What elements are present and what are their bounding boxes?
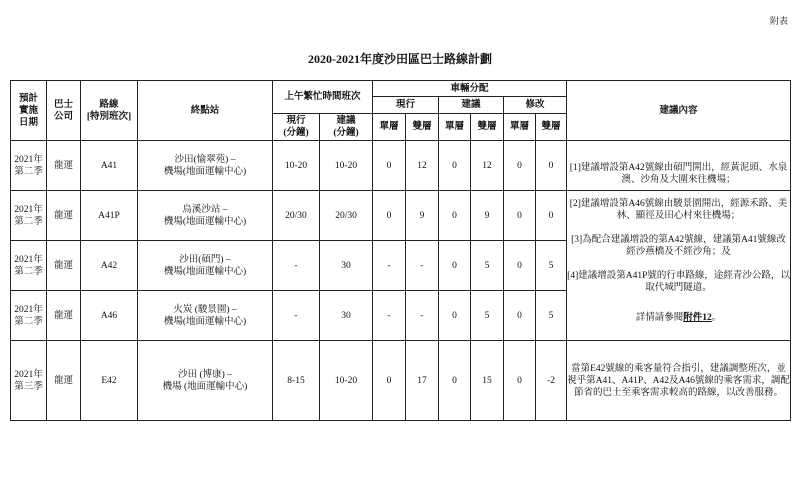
change-single-cell: 0 xyxy=(504,291,536,341)
freq-proposed-cell: 30 xyxy=(320,291,373,341)
change-single-cell: 0 xyxy=(504,191,536,241)
header-alloc-proposed: 建議 xyxy=(439,97,504,114)
table-row xyxy=(11,341,791,421)
route-cell: A46 xyxy=(81,291,138,341)
company-cell: 龍運 xyxy=(47,141,81,191)
proposed-single-cell: 0 xyxy=(439,191,471,241)
proposed-double-cell: 5 xyxy=(471,241,504,291)
terminus-cell: 烏溪沙站 – 機場(地面運輸中心) xyxy=(138,191,273,241)
content-cell xyxy=(567,191,791,341)
change-double-cell: 5 xyxy=(536,291,567,341)
proposed-double-cell: 9 xyxy=(471,191,504,241)
proposed-single-cell: 0 xyxy=(439,341,471,421)
route-cell: A41 xyxy=(81,141,138,191)
change-single-cell: 0 xyxy=(504,241,536,291)
company-cell: 龍運 xyxy=(47,241,81,291)
header-proposed-freq: 建議 (分鐘) xyxy=(320,114,373,141)
proposed-double-cell: 12 xyxy=(471,141,504,191)
company-cell: 龍運 xyxy=(47,291,81,341)
header-current-freq: 現行 (分鐘) xyxy=(273,114,320,141)
current-single-cell: 0 xyxy=(373,191,406,241)
page-title: 2020-2021年度沙田區巴士路線計劃 xyxy=(308,52,492,66)
freq-current-cell: - xyxy=(273,291,320,341)
note-4: [4]建議增設第A41P號的行車路線，途經青沙公路，以取代城門隧道。 xyxy=(567,271,790,293)
date-cell: 2021年 第三季 xyxy=(11,341,47,421)
change-double-cell: -2 xyxy=(536,341,567,421)
header-double: 雙層 xyxy=(406,114,439,141)
current-double-cell: - xyxy=(406,241,439,291)
date-cell: 2021年 第二季 xyxy=(11,241,47,291)
freq-current-cell: 8-15 xyxy=(273,341,320,421)
note-1: [1]建議增設第A42號線由碩門開出，經黃泥頭、水泉澳、沙角及大圍來往機場； xyxy=(569,163,788,185)
current-single-cell: - xyxy=(373,291,406,341)
proposed-single-cell: 0 xyxy=(439,141,471,191)
freq-current-cell: - xyxy=(273,241,320,291)
current-single-cell: 0 xyxy=(373,141,406,191)
proposed-single-cell: 0 xyxy=(439,291,471,341)
date-cell: 2021年 第二季 xyxy=(11,291,47,341)
proposed-double-cell: 5 xyxy=(471,291,504,341)
detail-reference: 詳情請參閱附件12。 xyxy=(635,313,722,323)
appendix-reference: 附件12 xyxy=(683,313,712,323)
freq-current-cell: 20/30 xyxy=(273,191,320,241)
terminus-cell: 沙田(愉翠苑) – 機場(地面運輸中心) xyxy=(138,141,273,191)
current-double-cell: 9 xyxy=(406,191,439,241)
table-row xyxy=(11,141,791,191)
terminus-cell: 沙田(碩門) – 機場(地面運輸中心) xyxy=(138,241,273,291)
header-single: 單層 xyxy=(439,114,471,141)
table-row xyxy=(11,191,791,241)
header-route: 路線 [特別班次] xyxy=(81,81,138,141)
header-double: 雙層 xyxy=(471,114,504,141)
header-alloc-current: 現行 xyxy=(373,97,439,114)
current-single-cell: - xyxy=(373,241,406,291)
date-cell: 2021年 第二季 xyxy=(11,191,47,241)
appendix-label: 附表 xyxy=(769,16,788,26)
proposed-single-cell: 0 xyxy=(439,241,471,291)
header-allocation: 車輛分配 xyxy=(373,81,567,97)
terminus-cell: 火炭 (駿景園) – 機場(地面運輸中心) xyxy=(138,291,273,341)
header-am-peak: 上午繁忙時間班次 xyxy=(273,81,373,114)
freq-proposed-cell: 30 xyxy=(320,241,373,291)
header-content: 建議內容 xyxy=(567,81,791,141)
freq-proposed-cell: 10-20 xyxy=(320,141,373,191)
header-single: 單層 xyxy=(373,114,406,141)
change-double-cell: 5 xyxy=(536,241,567,291)
route-cell: E42 xyxy=(81,341,138,421)
content-cell xyxy=(567,141,791,191)
proposed-double-cell: 15 xyxy=(471,341,504,421)
change-double-cell: 0 xyxy=(536,141,567,191)
route-cell: A41P xyxy=(81,191,138,241)
route-cell: A42 xyxy=(81,241,138,291)
header-alloc-change: 修改 xyxy=(504,97,567,114)
current-double-cell: 17 xyxy=(406,341,439,421)
current-double-cell: - xyxy=(406,291,439,341)
company-cell: 龍運 xyxy=(47,191,81,241)
header-row xyxy=(11,81,791,97)
header-company: 巴士 公司 xyxy=(47,81,81,141)
header-terminus: 終點站 xyxy=(138,81,273,141)
terminus-cell: 沙田 (博康) – 機場 (地面運輸中心) xyxy=(138,341,273,421)
current-double-cell: 12 xyxy=(406,141,439,191)
company-cell: 龍運 xyxy=(47,341,81,421)
change-single-cell: 0 xyxy=(504,141,536,191)
header-date: 預計 實施 日期 xyxy=(11,81,47,141)
note-2: [2]建議增設第A46號線由駿景園開出，經源禾路、美林、顯徑及田心村來往機場； xyxy=(569,199,788,221)
date-cell: 2021年 第二季 xyxy=(11,141,47,191)
content-cell xyxy=(567,341,791,421)
freq-proposed-cell: 10-20 xyxy=(320,341,373,421)
change-single-cell: 0 xyxy=(504,341,536,421)
route-plan-table xyxy=(10,80,791,421)
freq-current-cell: 10-20 xyxy=(273,141,320,191)
note-3: [3]為配合建議增設的第A42號線，建議第A41號線改經沙燕橋及不經沙角；及 xyxy=(571,235,786,257)
header-double: 雙層 xyxy=(536,114,567,141)
current-single-cell: 0 xyxy=(373,341,406,421)
note-e42: 當第E42號線的乘客量符合指引，建議調整班次，並視乎第A41、A41P、A42及A46號線的乘客需求，調配節省的巴士至乘客需求較高的路線，以改善服務。 xyxy=(567,363,790,398)
change-double-cell: 0 xyxy=(536,191,567,241)
freq-proposed-cell: 20/30 xyxy=(320,191,373,241)
header-single: 單層 xyxy=(504,114,536,141)
